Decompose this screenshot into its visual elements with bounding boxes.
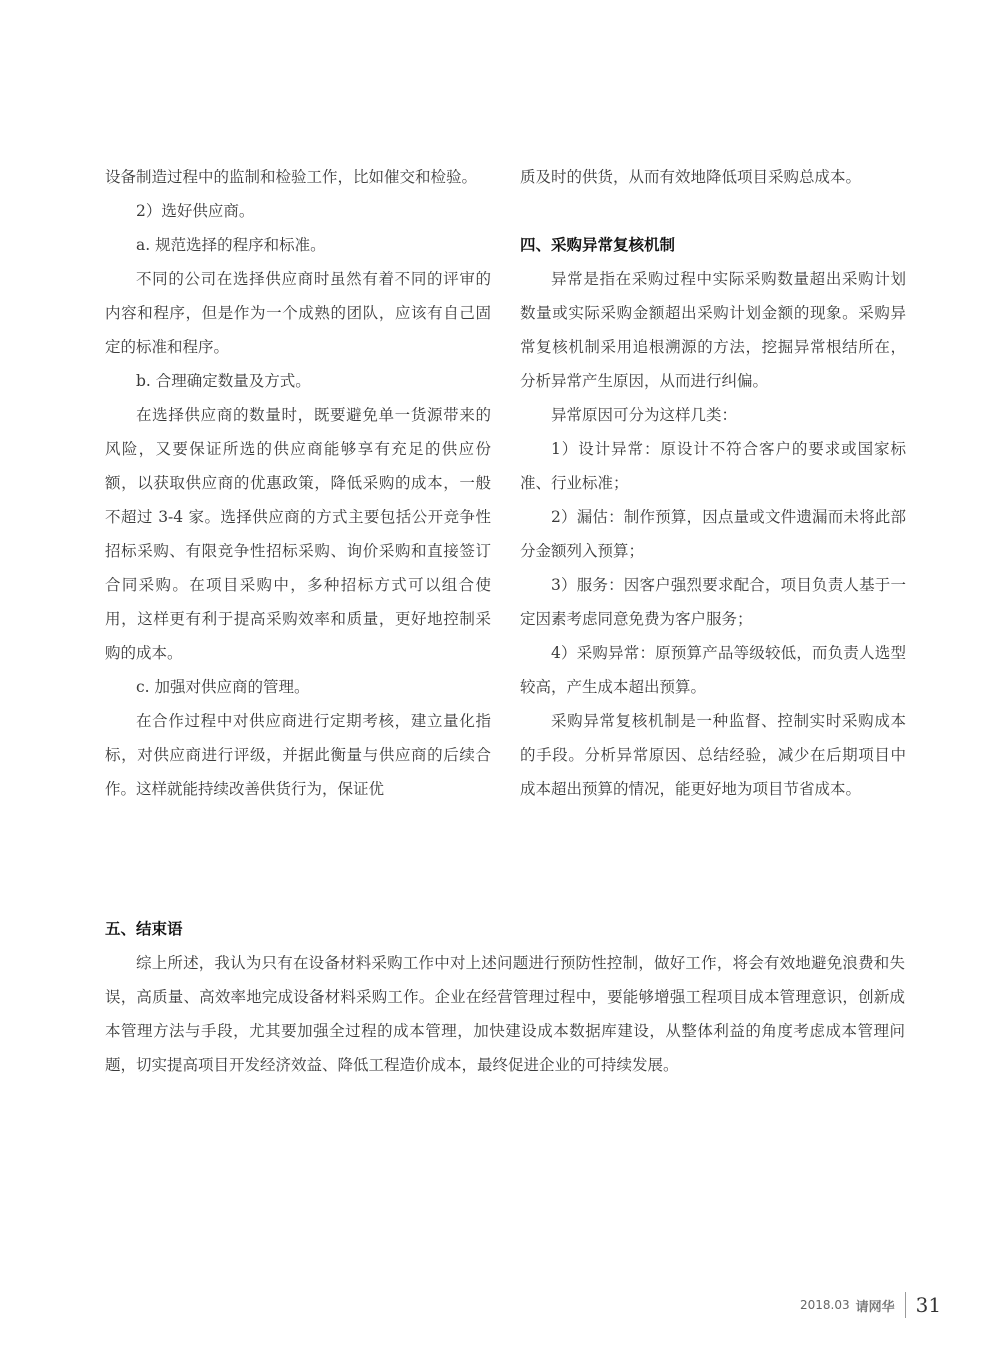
paragraph-continuation: 质及时的供货，从而有效地降低项目采购总成本。 xyxy=(520,168,862,186)
paragraph: 异常是指在采购过程中实际采购数量超出采购计划数量或实际采购金额超出采购计划金额的现象。采购异常复核机制采用追根溯源的方法，挖掘异常根结所在，分析异常产生原因，从而进行纠偏。 xyxy=(520,270,906,390)
paragraph: 设备制造过程中的监制和检验工作，比如催交和检验。 xyxy=(105,168,478,186)
paragraph: 不同的公司在选择供应商时虽然有着不同的评审的内容和程序，但是作为一个成熟的团队，应该有自己固定的标准和程序。 xyxy=(105,270,491,356)
issue-date: 2018.03 xyxy=(800,1298,850,1312)
page-footer xyxy=(800,1290,941,1320)
page-number: 31 xyxy=(915,1293,942,1317)
sub-item: a. 规范选择的程序和标准。 xyxy=(136,236,326,254)
section-heading: 四、采购异常复核机制 xyxy=(520,235,676,254)
list-item: 3）服务：因客户强烈要求配合，项目负责人基于一定因素考虑同意免费为客户服务； xyxy=(520,576,906,628)
conclusion-section xyxy=(105,912,905,1082)
paragraph: 综上所述，我认为只有在设备材料采购工作中对上述问题进行预防性控制，做好工作，将会有效地避免浪费和失误，高质量、高效率地完成设备材料采购工作。企业在经营管理过程中，要能够增强工程项目成本管理意识，创新成本管理方法与手段，尤其要加强全过程的成本管理，加快建设成本数据库建设，从整体利益的角度考虑成本管理问题，切实提高项目开发经济效益、降低工程造价成本，最终促进企业的可持续发展。 xyxy=(105,954,905,1074)
publication-logo: 请网华 xyxy=(855,1299,895,1315)
section-heading: 五、结束语 xyxy=(105,919,183,938)
sub-item: c. 加强对供应商的管理。 xyxy=(136,678,310,696)
list-item: 1）设计异常：原设计不符合客户的要求或国家标准、行业标准； xyxy=(520,440,906,492)
left-column xyxy=(105,160,491,806)
list-item: 2）漏估：制作预算，因点量或文件遗漏而未将此部分金额列入预算； xyxy=(520,508,906,560)
right-column xyxy=(520,160,906,806)
paragraph: 采购异常复核机制是一种监督、控制实时采购成本的手段。分析异常原因、总结经验，减少在后期项目中成本超出预算的情况，能更好地为项目节省成本。 xyxy=(520,712,906,798)
paragraph: 在选择供应商的数量时，既要避免单一货源带来的风险，又要保证所选的供应商能够享有充足的供应份额，以获取供应商的优惠政策，降低采购的成本，一般不超过 3-4 家。选择供应商的方式主要包括公开竞争性招标采购、有限竞争性招标采购、询价采购和直接签订合同采购。在项目采购中，多种招标方式可以组合使用，这样更有利于提高采购效率和质量，更好地控制采购的成本。 xyxy=(105,406,491,662)
footer-divider xyxy=(905,1292,906,1318)
list-item: 4）采购异常：原预算产品等级较低，而负责人选型较高，产生成本超出预算。 xyxy=(520,644,906,696)
paragraph: 在合作过程中对供应商进行定期考核，建立量化指标，对供应商进行评级，并据此衡量与供应商的后续合作。这样就能持续改善供货行为，保证优 xyxy=(105,712,491,798)
sub-item: b. 合理确定数量及方式。 xyxy=(136,372,311,390)
list-item: 2）选好供应商。 xyxy=(136,202,255,220)
paragraph: 异常原因可分为这样几类： xyxy=(551,406,738,424)
